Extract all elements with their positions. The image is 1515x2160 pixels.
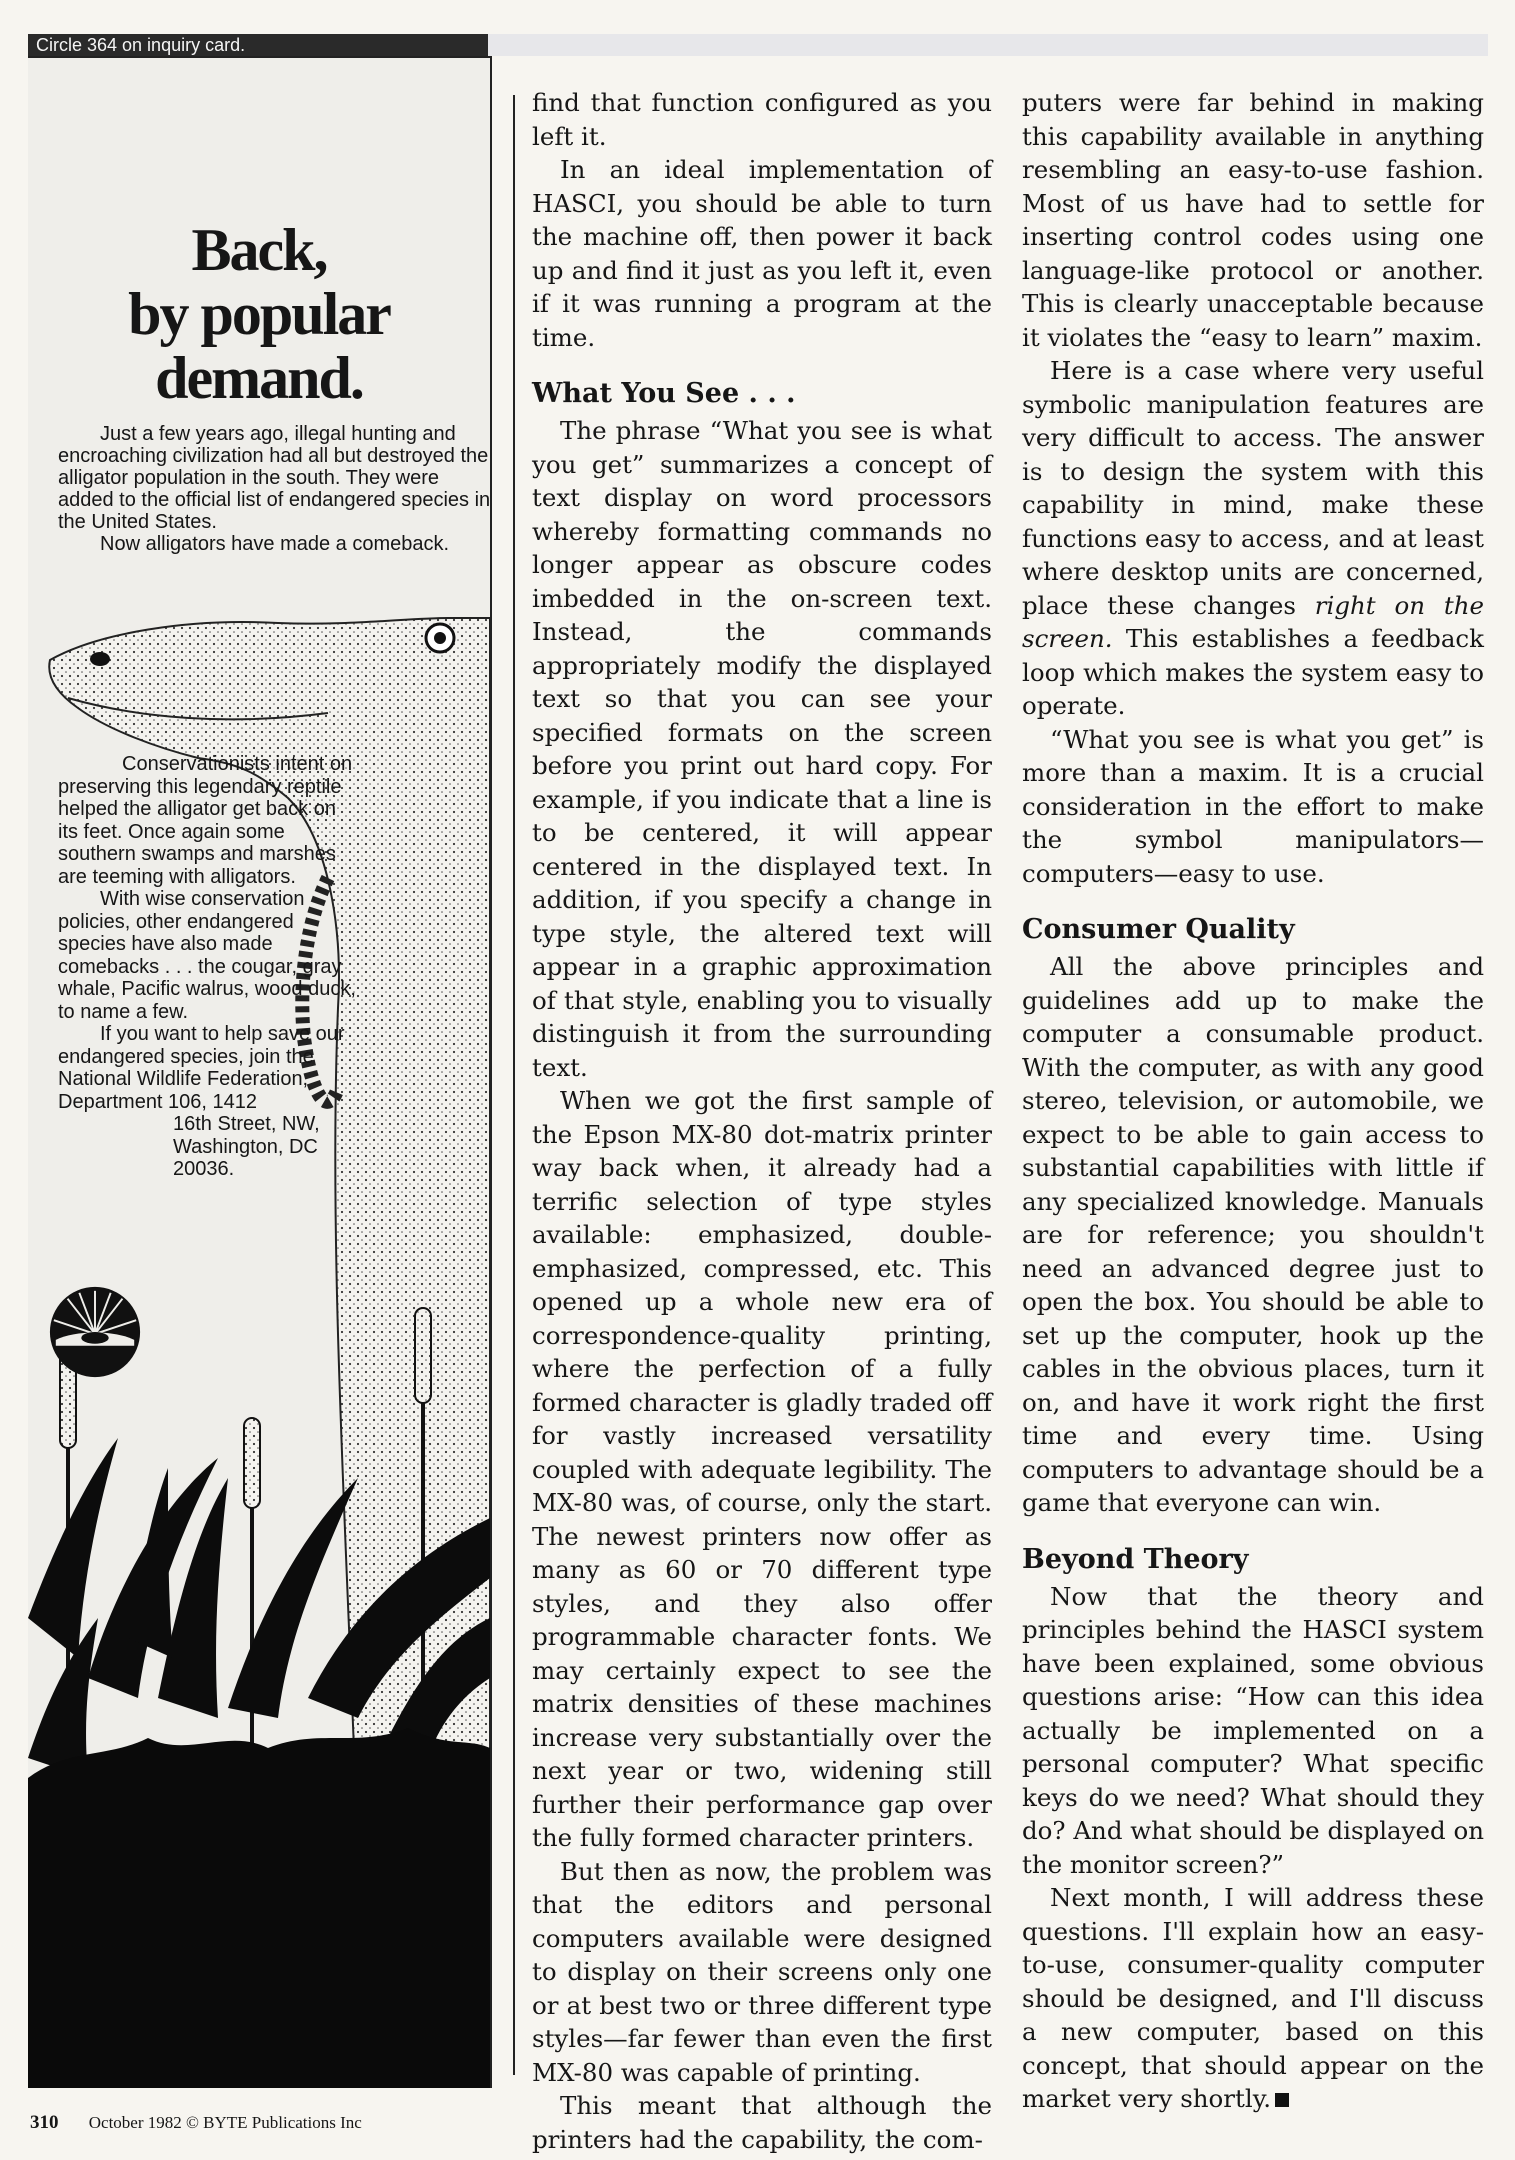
article-paragraph — [532, 1084, 992, 1855]
paragraph-text: Here is a case where very useful symbolic manipulation features are very difficult to access. The answer is to design the system with this capability in mind, make these functions easy to access, and at least where desktop units are concerned, place these changes — [1022, 356, 1484, 620]
paragraph-text-continued: This establishes a feedback loop which makes the system easy to operate. — [1022, 624, 1484, 720]
end-mark-icon — [1275, 2093, 1289, 2107]
article-paragraph — [532, 153, 992, 354]
inquiry-banner: Circle 364 on inquiry card. — [28, 34, 488, 56]
article-paragraph — [532, 86, 992, 153]
ad-intro-paragraph: Just a few years ago, illegal hunting and encroaching civilization had all but destroyed the alligator population in the south. They were added to the official list of endangered species in the United States. — [58, 423, 491, 533]
ad-body — [58, 753, 358, 1181]
article-paragraph — [1022, 1881, 1484, 2116]
ad-body-paragraph: With wise conservation policies, other endangered species have also made comebacks . . . the cougar, gray whale, Pacific walrus, wood duck, to name a few. — [58, 888, 356, 1023]
ad-intro — [58, 423, 492, 555]
article-paragraph — [1022, 950, 1484, 1520]
paragraph-text: Next month, I will address these questions. I'll explain how an easy-to-use, consumer-quality computer should be designed, and I'll discuss a new computer, based on this concept, that should appear on the market very shortly. — [1022, 1883, 1484, 2113]
emphasis-text: right on the screen. — [1022, 590, 1484, 653]
nwf-logo — [46, 1283, 144, 1381]
ad-body-paragraph: If you want to help save our endangered species, join the National Wildlife Federation, Department 106, 1412 — [58, 1023, 345, 1113]
ad-contact-line: 16th Street, NW, — [173, 1113, 320, 1135]
paragraph-text: puters were far behind in making this capability available in anything resembling an easy-to-use fashion. Most of us have had to settle for inserting control codes using one language-like protocol or another. This is clearly unacceptable because it violates the “easy to learn” maxim. — [1022, 88, 1484, 352]
section-heading: Beyond Theory — [1022, 1543, 1249, 1575]
article-column-2 — [1022, 86, 1484, 2116]
ad-headline — [28, 218, 490, 410]
ad-headline-line: Back, — [191, 217, 327, 283]
paragraph-text: In an ideal implementation of HASCI, you should be able to turn the machine off, then power it back up and find it just as you left it, even if it was running a program at the time. — [532, 155, 992, 352]
page-number: 310 — [30, 2112, 59, 2133]
column-rule — [513, 95, 515, 2075]
article-paragraph — [1022, 86, 1484, 354]
article-paragraph — [1022, 723, 1484, 891]
issue-line: October 1982 © BYTE Publications Inc — [88, 2113, 362, 2132]
article-column-1 — [532, 86, 992, 2156]
paragraph-text: “What you see is what you get” is more than a maxim. It is a crucial consideration in the effort to make the symbol manipulators—computers—easy to use. — [1022, 724, 1484, 888]
section-heading: Consumer Quality — [1022, 914, 1295, 945]
paragraph-text: This meant that although the printers had the capability, the com- — [532, 2091, 992, 2154]
article-paragraph — [532, 1855, 992, 2090]
article-paragraph — [1022, 1580, 1484, 1882]
ad-body-paragraph: Conservationists intent on preserving this legendary reptile helped the alligator get back on its feet. Once again some southern swamps and marshes are teeming with alligators. — [58, 753, 353, 888]
article-paragraph — [1022, 354, 1484, 723]
paragraph-text: Now that the theory and principles behind the HASCI system have been explained, some obvious questions arise: “How can this idea actually be implemented on a personal computer? What specific keys do we need? What should they do? And what should be displayed on the monitor screen?” — [1022, 1581, 1485, 1879]
paragraph-text: When we got the first sample of the Epson MX-80 dot-matrix printer way back when, it already had a terrific selection of type styles available: emphasized, double-emphasized, compressed, etc. This opened up a whole new era of correspondence-quality printing, where the perfection of a fully formed character is gladly traded off for vastly increased versatility coupled with adequate legibility. The MX-80 was, of course, only the start. The newest printers now offer as many as 60 or 70 different type styles, and they also offer programmable character fonts. We may certainly expect to see the matrix densities of these machines increase very substantially over the next year or two, widening still further their performance gap over the fully formed character printers. — [532, 1086, 992, 1852]
paragraph-text: All the above principles and guidelines add up to make the computer a consumable product. With the computer, as with any good stereo, television, or automobile, we expect to be able to gain access to substantial capabilities with little if any specialized knowledge. Manuals are for reference; you shouldn't need an advanced degree just to open the box. You should be able to set up the computer, hook up the cables in the obvious places, turn it on, and have it work right the first time and every time. Using computers to advantage should be a game that everyone can win. — [1022, 952, 1484, 1517]
ad-headline-line: demand. — [155, 345, 363, 411]
page-footer — [30, 2112, 362, 2134]
ad-headline-line: by popular — [128, 281, 390, 347]
paragraph-text: The phrase “What you see is what you get” summarizes a concept of text display on word processors whereby formatting commands no longer appear as obscure codes imbedded in the on-screen text. Instead, the commands appropriately modify the displayed text so that you can see your specified formats on the screen before you print out hard copy. For example, if you indicate that a line is to be centered, it will appear centered in the displayed text. In addition, if you specify a change in type style, the altered text will appear in a graphic approximation of that style, enabling you to visually distinguish it from the surrounding text. — [532, 416, 992, 1082]
ad-intro-paragraph: Now alligators have made a comeback. — [100, 533, 450, 555]
ad-contact-line: 20036. — [173, 1158, 235, 1180]
paragraph-text: But then as now, the problem was that the editors and personal computers available were designed to display on their screens only one or at best two or three different type styles—far fewer than even the first MX-80 was capable of printing. — [532, 1856, 992, 2087]
inquiry-strip — [488, 34, 1488, 56]
section-heading: What You See . . . — [532, 378, 796, 409]
ad-contact-line: Washington, DC — [173, 1135, 318, 1158]
wildlife-ad — [28, 56, 492, 2088]
article-paragraph — [532, 414, 992, 1084]
paragraph-text: find that function configured as you left it. — [532, 88, 992, 151]
article-paragraph — [532, 2089, 992, 2156]
